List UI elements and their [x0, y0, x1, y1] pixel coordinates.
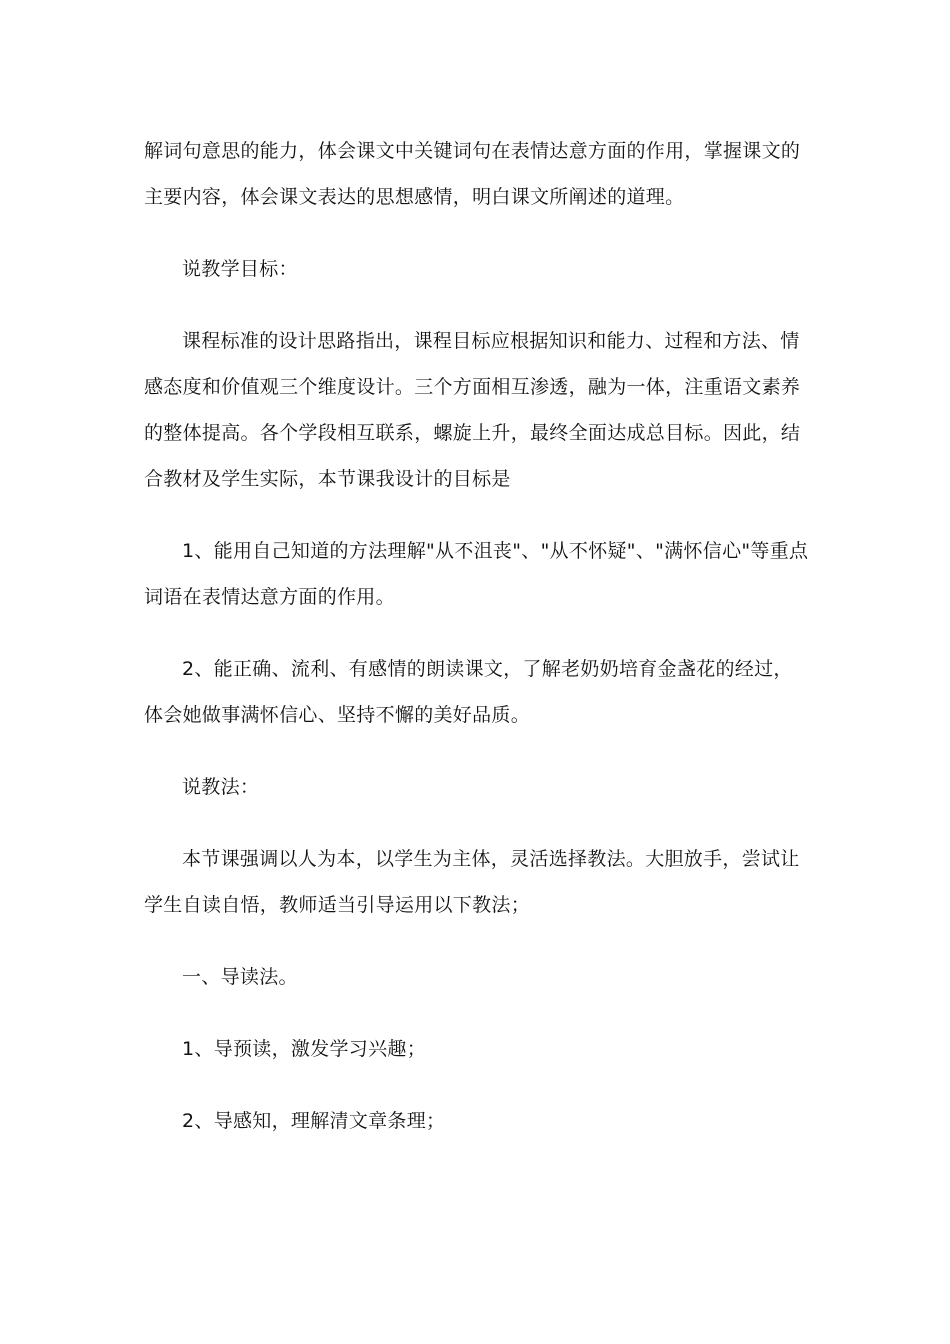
method-item-2: 2、导感知，理解清文章条理； [182, 1110, 446, 1132]
paragraph-continuation: 解词句意思的能力，体会课文中关键词句在表情达意方面的作用，掌握课文的主要内容，体会课文表达的思想感情，明白课文所阐述的道理。 [144, 140, 801, 208]
goal-item-1: 1、能用自己知道的方法理解"从不沮丧"、"从不怀疑"、"满怀信心"等重点词语在表情达意方面的作用。 [144, 540, 809, 608]
heading-teaching-methods: 说教法： [182, 776, 260, 798]
method-heading-guided-reading: 一、导读法。 [182, 966, 298, 988]
goal-item-2: 2、能正确、流利、有感情的朗读课文，了解老奶奶培育金盏花的经过，体会她做事满怀信心、坚持不懈的美好品质。 [144, 658, 793, 726]
document-body [144, 128, 810, 1170]
method-item-1: 1、导预读，激发学习兴趣； [182, 1038, 426, 1060]
paragraph-methods-intro: 本节课强调以人为本，以学生为主体，灵活选择教法。大胆放手，尝试让学生自读自悟，教师适当引导运用以下教法； [144, 848, 800, 916]
heading-teaching-goals: 说教学目标： [182, 258, 298, 280]
paragraph-curriculum-standard: 课程标准的设计思路指出，课程目标应根据知识和能力、过程和方法、情感态度和价值观三个维度设计。三个方面相互渗透，融为一体，注重语文素养的整体提高。各个学段相互联系，螺旋上升，最终全面达成总目标。因此，结合教材及学生实际，本节课我设计的目标是 [144, 330, 801, 490]
